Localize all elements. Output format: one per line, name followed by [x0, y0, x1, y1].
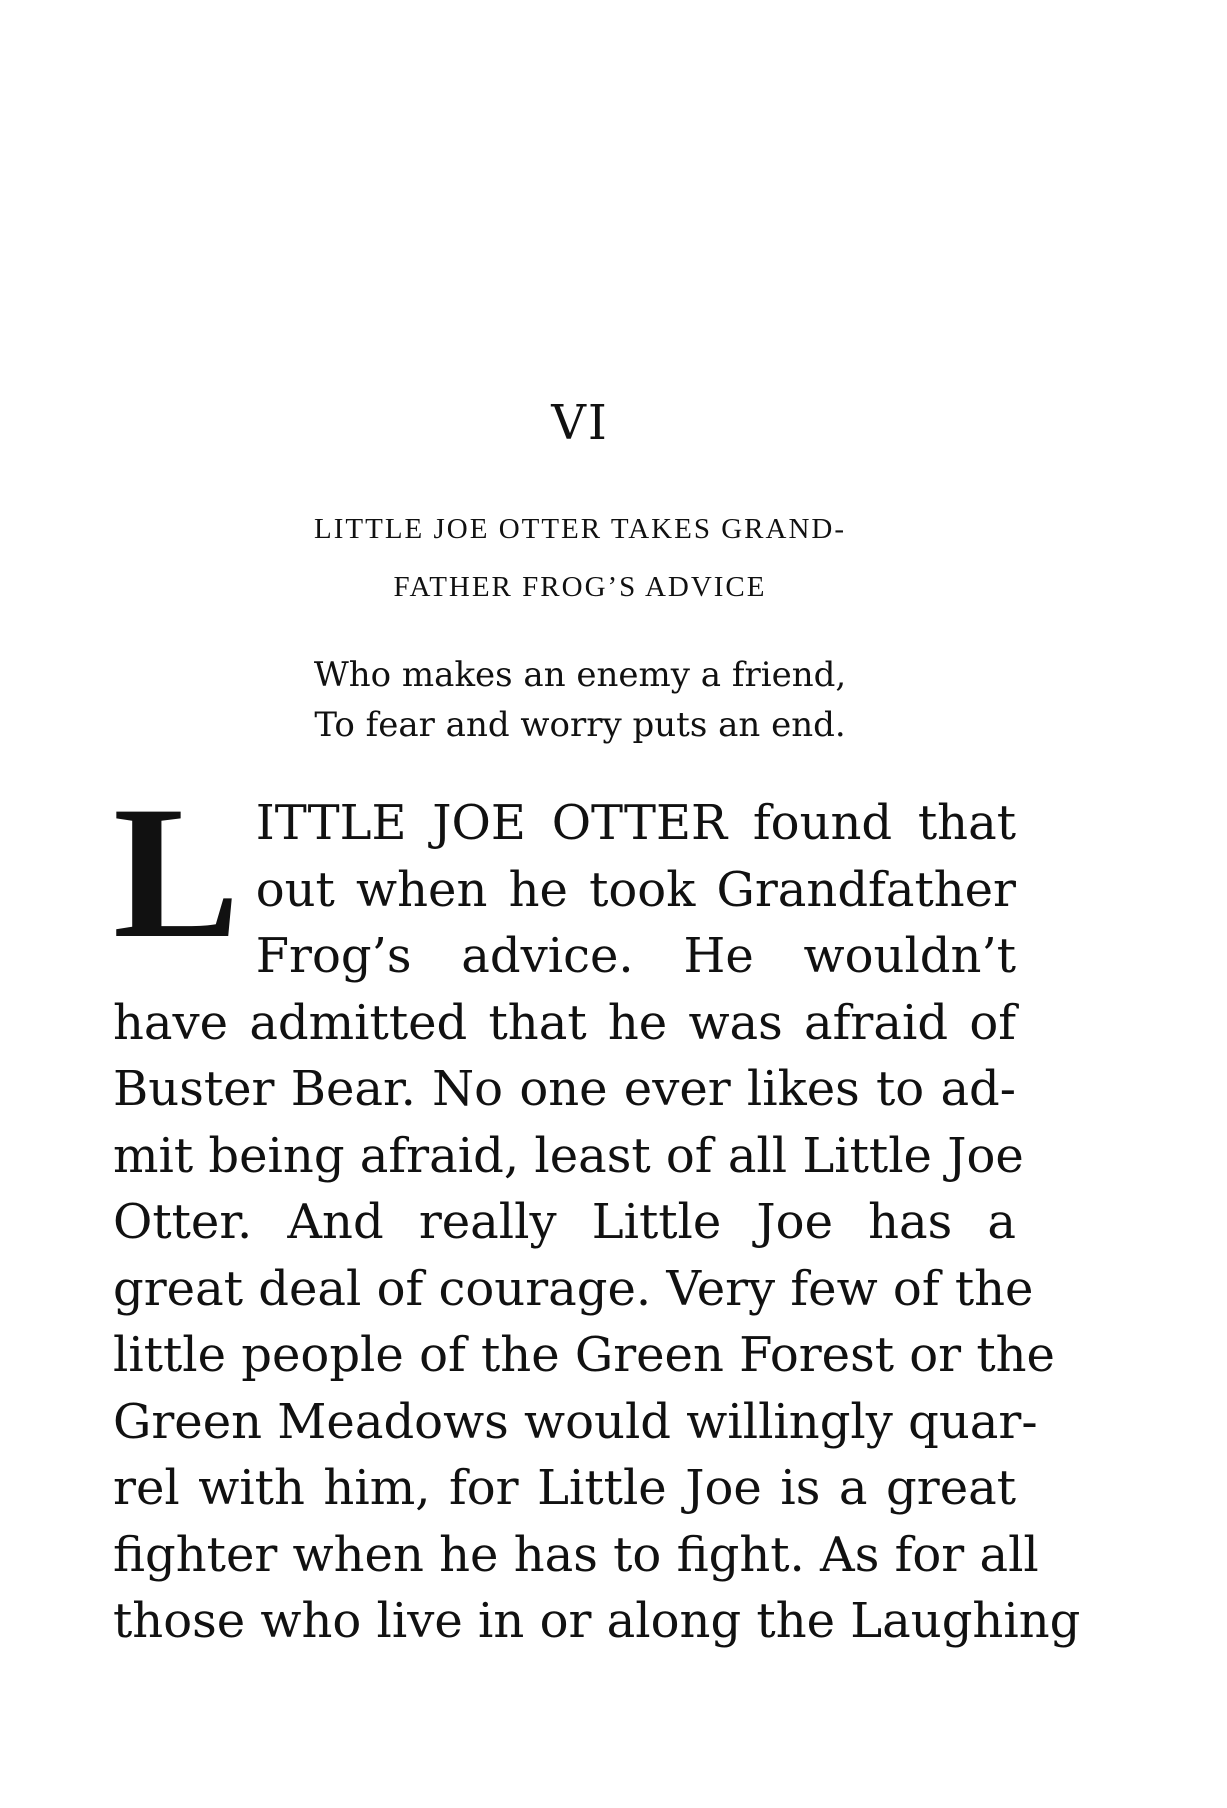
body-line: little people of the Green Forest or the	[113, 1327, 1055, 1383]
epigraph-line: To fear and worry puts an end.	[314, 705, 846, 745]
chapter-number: VI	[551, 395, 609, 451]
body-line: out when he took Grandfather	[255, 861, 1016, 918]
epigraph	[0, 650, 1160, 750]
body-line: ITTLE JOE OTTER found that	[255, 795, 1016, 851]
body-line: fighter when he has to fight. As for all	[113, 1526, 1039, 1583]
chapter-title-line: LITTLE JOE OTTER TAKES GRAND-	[314, 513, 846, 545]
drop-cap: L	[113, 768, 240, 978]
body-line: those who live in or along the Laughing	[113, 1593, 1081, 1649]
body-line: Green Meadows would willingly quar-	[113, 1393, 1038, 1450]
body-line: Frog’s advice. He wouldn’t	[255, 928, 1016, 984]
body-line: have admitted that he was afraid of	[113, 994, 1016, 1051]
chapter-title-line: FATHER FROG’S ADVICE	[393, 571, 767, 603]
body-line: Otter. And really Little Joe has a	[113, 1194, 1016, 1250]
body-line: Buster Bear. No one ever likes to ad-	[113, 1061, 1016, 1117]
body-text	[113, 768, 1081, 1655]
epigraph-line: Who makes an enemy a friend,	[313, 655, 847, 695]
body-line: great deal of courage. Very few of the	[113, 1260, 1034, 1317]
body-line: rel with him, for Little Joe is a great	[113, 1460, 1016, 1516]
chapter-title	[180, 500, 980, 616]
body-line: mit being afraid, least of all Little Joe	[113, 1127, 1024, 1184]
